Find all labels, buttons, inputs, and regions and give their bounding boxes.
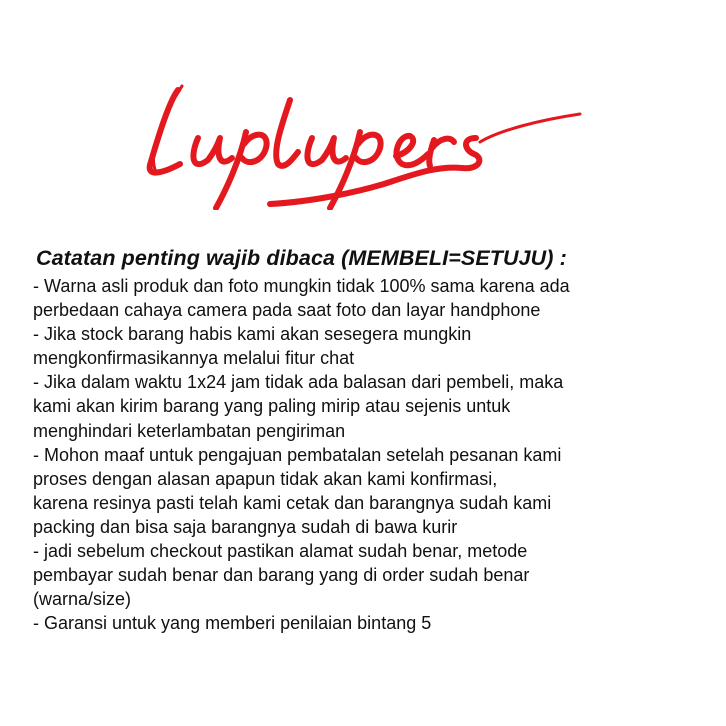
notice-section <box>33 244 703 635</box>
rule-line: proses dengan alasan apapun tidak akan kami konfirmasi, <box>33 468 498 489</box>
brand-logo-script <box>120 60 600 210</box>
rule-line: - Mohon maaf untuk pengajuan pembatalan setelah pesanan kami <box>33 444 562 465</box>
rules-list <box>33 274 703 635</box>
rule-line: mengkonfirmasikannya melalui fitur chat <box>33 348 355 369</box>
rule-line: (warna/size) <box>33 589 132 610</box>
rule-line: menghindari keterlambatan pengiriman <box>33 420 346 441</box>
rule-item <box>33 370 703 442</box>
notice-title: Catatan penting wajib dibaca (MEMBELI=SETUJU) : <box>36 246 567 270</box>
rule-line: pembayar sudah benar dan barang yang di order sudah benar <box>33 565 530 586</box>
rule-line: - Jika stock barang habis kami akan sesegera mungkin <box>33 324 472 345</box>
rule-line: perbedaan cahaya camera pada saat foto dan layar handphone <box>33 300 541 321</box>
rule-item <box>33 539 703 611</box>
rule-line: packing dan bisa saja barangnya sudah di bawa kurir <box>33 516 458 537</box>
rule-line: - Jika dalam waktu 1x24 jam tidak ada balasan dari pembeli, maka <box>33 372 564 393</box>
rule-line: - jadi sebelum checkout pastikan alamat sudah benar, metode <box>33 541 528 562</box>
rule-item <box>33 443 703 539</box>
rule-line: karena resinya pasti telah kami cetak dan barangnya sudah kami <box>33 492 552 513</box>
rule-line: - Warna asli produk dan foto mungkin tidak 100% sama karena ada <box>33 276 570 296</box>
rule-item <box>33 611 703 635</box>
rule-item <box>33 322 703 370</box>
rule-line: kami akan kirim barang yang paling mirip atau sejenis untuk <box>33 396 511 417</box>
rule-item <box>33 274 703 322</box>
rule-line: - Garansi untuk yang memberi penilaian bintang 5 <box>33 613 432 634</box>
brand-logo <box>120 60 600 210</box>
